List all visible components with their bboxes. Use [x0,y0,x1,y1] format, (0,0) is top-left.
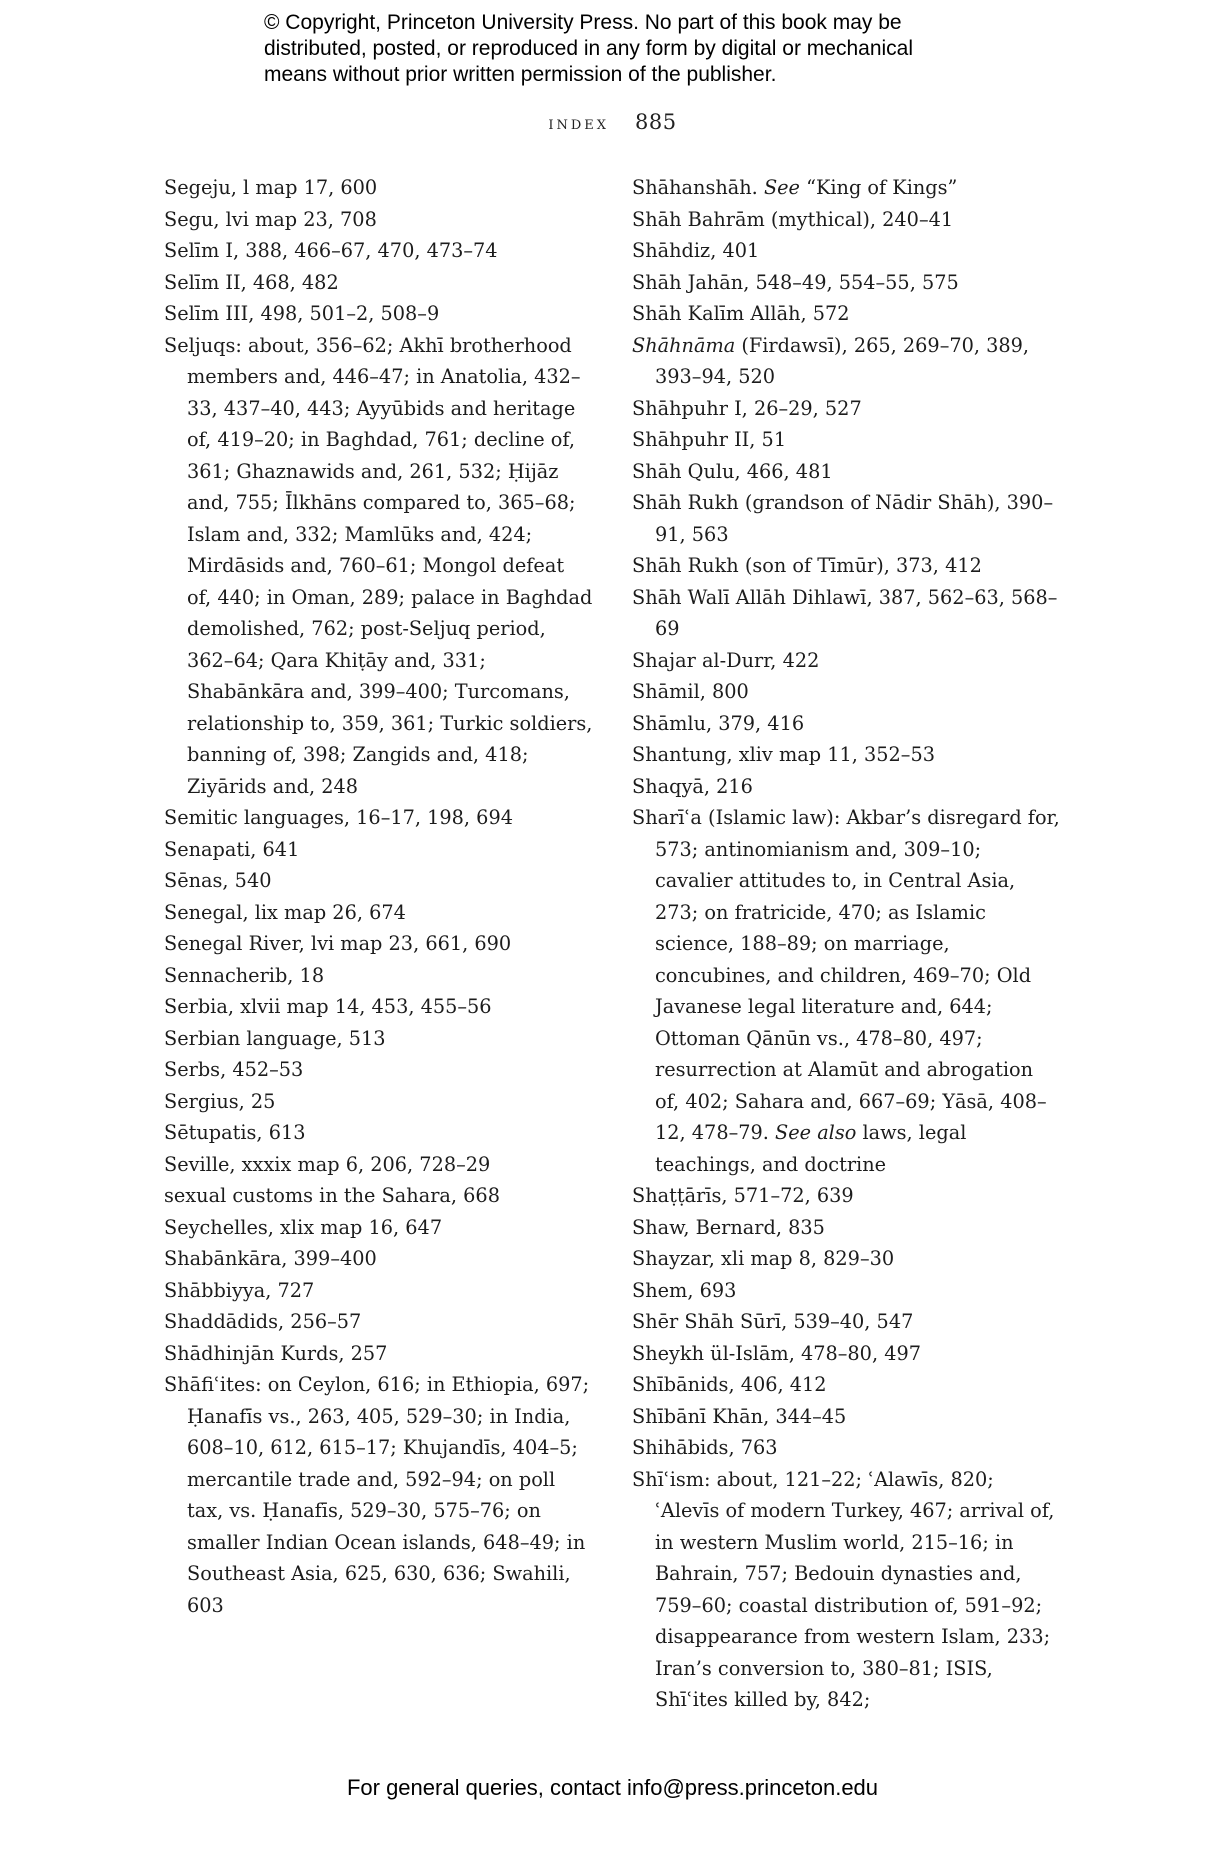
index-entry [164,1023,594,1055]
index-entry [632,1212,1062,1244]
index-entry [632,645,1062,677]
entry-text: Senapati, 641 [164,837,300,861]
index-column-right [632,172,1062,1716]
index-entry [164,1275,594,1307]
entry-text: Shādhinjān Kurds, 257 [164,1341,388,1365]
running-head-label: index [548,112,610,134]
index-entry [164,1243,594,1275]
index-entry [632,1338,1062,1370]
index-entry [164,235,594,267]
entry-text: Senegal River, lvi map 23, 661, 690 [164,932,512,955]
entry-text: Sergius, 25 [164,1089,276,1113]
entry-text: Selīm I, 388, 466–67, 470, 473–74 [164,239,498,262]
entry-text: Serbs, 452–53 [164,1058,304,1081]
index-entry [164,1306,594,1338]
entry-text: Shāfiʿites: on Ceylon, 616; in Ethiopia, 697; Ḥanafīs vs., 263, 405, 529–30; in India, 608–10, 612, 615–17; Khujandīs, 404–5; mercantile trade and, 592–94; on poll tax, vs. Ḥanafīs, 529–30, 575–76; on smaller Indian Ocean islands, 648–49; in Southeast Asia, 625, 630, 636; Swahili, 603 [164,1373,590,1617]
copyright-line: distributed, posted, or reproduced in any form by digital or mechanical [264,37,914,60]
entry-text: Shāh Jahān, 548–49, 554–55, 575 [632,270,959,294]
index-entry [164,897,594,929]
index-entry [632,172,1062,204]
entry-text: Sētupatis, 613 [164,1121,306,1144]
entry-text: Shāhpuhr II, 51 [632,428,787,451]
index-entry [632,1369,1062,1401]
index-entry [164,298,594,330]
index-entry [164,1149,594,1181]
index-entry [632,1180,1062,1212]
index-entry [632,1401,1062,1433]
entry-text: Shaddādids, 256–57 [164,1310,362,1333]
index-entry [632,487,1062,550]
index-entry [164,1338,594,1370]
index-entry [164,172,594,204]
entry-italic-text: Shāhnāma [632,333,736,357]
index-entry [632,1275,1062,1307]
running-head [0,110,1225,134]
entry-text: Shāmil, 800 [632,680,749,703]
index-entry [632,739,1062,771]
page-number: 885 [635,110,677,134]
entry-text: Senegal, lix map 26, 674 [164,900,406,924]
index-entry [632,424,1062,456]
index-entry [632,330,1062,393]
entry-text: Shēr Shāh Sūrī, 539–40, 547 [632,1310,914,1333]
entry-text: Segeju, l map 17, 600 [164,176,378,199]
index-entry [164,267,594,299]
index-entry [164,1369,594,1621]
index-entry [632,802,1062,1180]
index-entry [164,802,594,834]
index-entry [632,298,1062,330]
entry-text: Segu, lvi map 23, 708 [164,207,377,231]
footer-contact: For general queries, contact info@press.princeton.edu [346,1775,879,1800]
index-entry [164,1054,594,1086]
entry-italic-text: See also [775,1121,857,1144]
entry-text: Seville, xxxix map 6, 206, 728–29 [164,1152,491,1176]
copyright-line: means without prior written permission of the publisher. [264,63,777,86]
index-entry [632,204,1062,236]
index-entry [164,960,594,992]
entry-text: Selīm III, 498, 501–2, 508–9 [164,302,440,325]
index-entry [632,1243,1062,1275]
entry-text: Shaw, Bernard, 835 [632,1215,825,1239]
index-entry [632,708,1062,740]
entry-text: Sennacherib, 18 [164,963,325,987]
index-entry [632,1306,1062,1338]
entry-text: Shāh Rukh (grandson of Nādir Shāh), 390–91, 563 [632,491,1054,546]
index-entry [164,991,594,1023]
entry-text: Shāh Qulu, 466, 481 [632,459,833,483]
entry-text: Shāhdiz, 401 [632,239,760,262]
entry-text: Sheykh ül-Islām, 478–80, 497 [632,1341,922,1365]
index-entry [632,1432,1062,1464]
entry-text: Shābbiyya, 727 [164,1278,315,1302]
entry-text: Seljuqs: about, 356–62; Akhī brotherhood members and, 446–47; in Anatolia, 432–33, 437–40, 443; Ayyūbids and heritage of, 419–20; in Baghdad, 761; decline of, 361; Ghaznawids and, 261, 532; Ḥijāz and, 755; Īlkhāns compared to, 365–68; Islam and, 332; Mamlūks and, 424; Mirdāsids and, 760–61; Mongol defeat of, 440; in Oman, 289; palace in Baghdad demolished, 762; post-Seljuq period, 362–64; Qara Khiṭāy and, 331; Shabānkāra and, 399–400; Turcomans, relationship to, 359, 361; Turkic soldiers, banning of, 398; Zangids and, 418; Ziyārids and, 248 [164,333,593,798]
copyright-notice [264,10,1024,88]
entry-text: Shem, 693 [632,1278,737,1302]
index-entry [632,267,1062,299]
entry-text: Shāh Kalīm Allāh, 572 [632,302,850,325]
entry-text: Serbian language, 513 [164,1026,386,1050]
entry-text: Seychelles, xlix map 16, 647 [164,1215,443,1239]
index-entry [164,928,594,960]
entry-text: Shāmlu, 379, 416 [632,711,805,735]
entry-text-continued: “King of Kings” [799,176,958,199]
index-column-left [164,172,594,1621]
entry-text: Shībānī Khān, 344–45 [632,1404,847,1428]
index-entry [632,393,1062,425]
entry-text-continued: (Firdawsī), 265, 269–70, 389, 393–94, 520 [655,333,1030,388]
index-entry [632,771,1062,803]
entry-text: Shaṭṭārīs, 571–72, 639 [632,1184,854,1207]
entry-text: Sharīʿa (Islamic law): Akbar’s disregard for, 573; antinomianism and, 309–10; cavalier attitudes to, in Central Asia, 273; on fratricide, 470; as Islamic science, 188–89; on marriage, concubines, and children, 469–70; Old Javanese legal literature and, 644; Ottoman Qānūn vs., 478–80, 497; resurrection at Alamūt and abrogation of, 402; Sahara and, 667–69; Yāsā, 408–12, 478–79. [632,806,1060,1144]
entry-text: Shāh Bahrām (mythical), 240–41 [632,207,954,231]
entry-text: Shāh Rukh (son of Tīmūr), 373, 412 [632,554,982,577]
index-entry [164,1117,594,1149]
entry-text: Shāhpuhr I, 26–29, 527 [632,396,862,420]
index-entry [164,330,594,803]
entry-text: Shihābids, 763 [632,1436,778,1459]
index-entry [632,676,1062,708]
index-entry [632,1464,1062,1716]
index-entry [164,204,594,236]
copyright-line: © Copyright, Princeton University Press. No part of this book may be [264,11,902,34]
index-entry [632,582,1062,645]
entry-text: Shantung, xliv map 11, 352–53 [632,743,935,766]
index-entry [164,865,594,897]
entry-italic-text: See [763,176,800,199]
index-entry [632,235,1062,267]
entry-text: sexual customs in the Sahara, 668 [164,1184,500,1207]
index-entry [632,456,1062,488]
index-entry [164,1086,594,1118]
entry-text: Semitic languages, 16–17, 198, 694 [164,806,513,829]
entry-text: Shaqyā, 216 [632,774,753,798]
entry-text: Shayzar, xli map 8, 829–30 [632,1247,895,1270]
entry-text: Shabānkāra, 399–400 [164,1247,377,1270]
index-entry [164,1180,594,1212]
entry-text: Shīʿism: about, 121–22; ʿAlawīs, 820; ʿAlevīs of modern Turkey, 467; arrival of, in western Muslim world, 215–16; in Bahrain, 757; Bedouin dynasties and, 759–60; coastal distribution of, 591–92; disappearance from western Islam, 233; Iran’s conversion to, 380–81; ISIS, Shīʿites killed by, 842; [632,1467,1055,1711]
entry-text: Shāh Walī Allāh Dihlawī, 387, 562–63, 568–69 [632,585,1058,640]
index-entry [632,550,1062,582]
entry-text-continued: laws, legal teachings, and doctrine [655,1121,967,1176]
entry-text: Shajar al-Durr, 422 [632,648,820,672]
index-entry [164,1212,594,1244]
entry-text: Sēnas, 540 [164,869,272,892]
entry-text: Selīm II, 468, 482 [164,270,339,294]
entry-text: Shāhanshāh. [632,176,764,199]
entry-text: Shībānids, 406, 412 [632,1373,827,1396]
index-entry [164,834,594,866]
entry-text: Serbia, xlvii map 14, 453, 455–56 [164,995,492,1018]
